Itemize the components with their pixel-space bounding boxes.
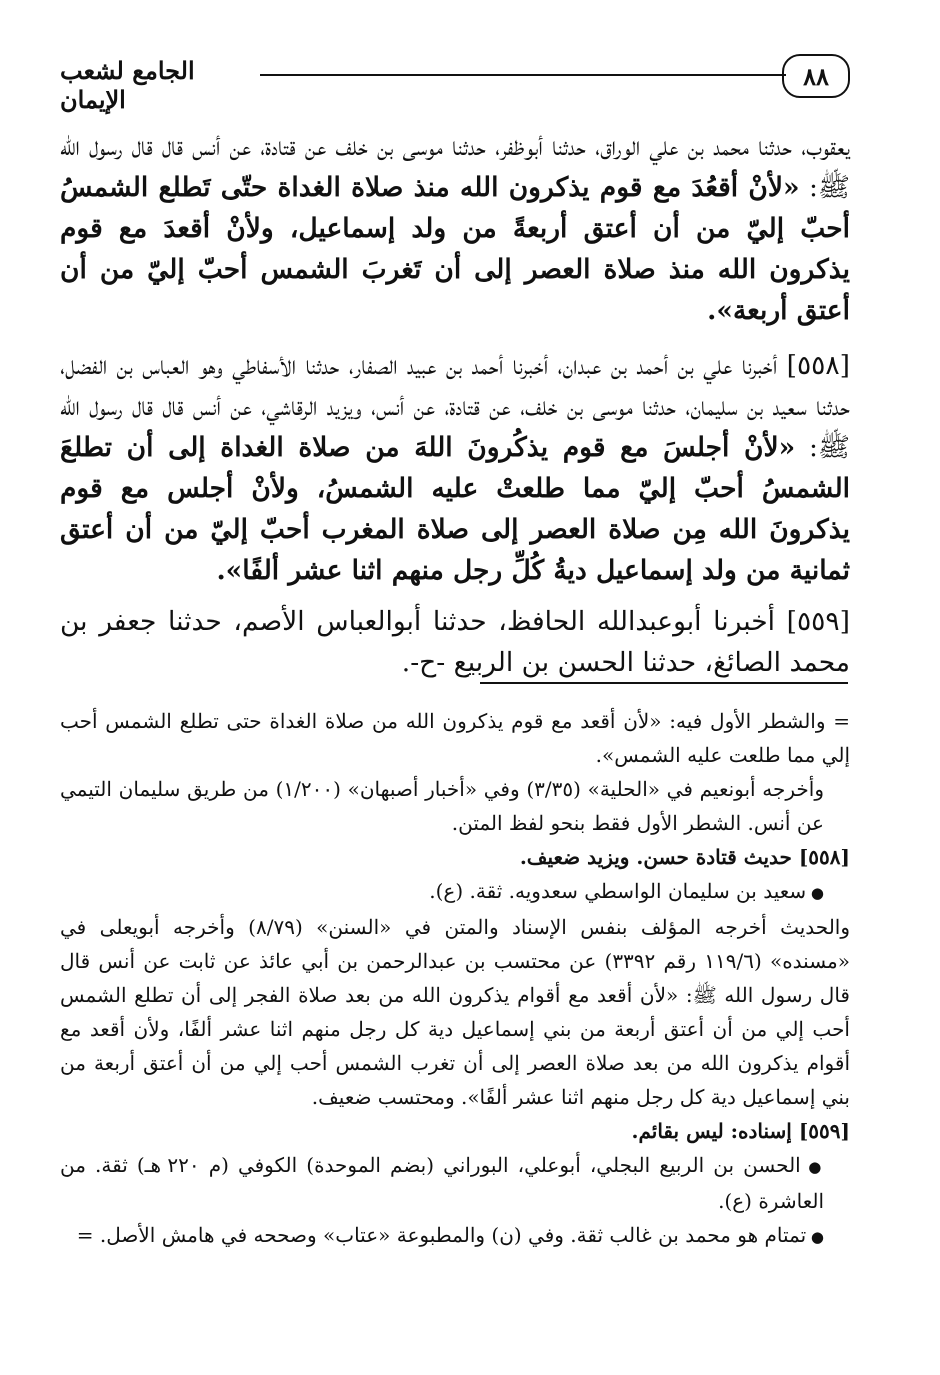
- paragraph-1-isnad: يعقوب، حدثنا محمد بن علي الوراق، حدثنا أبوظفر، حدثنا موسى بن خلف عن قتادة، عن أنس قال قال رسول الله ﷺ:: [60, 131, 851, 203]
- main-text: [60, 126, 850, 693]
- paragraph-1-hadith: «لأنْ أقعُدَ مع قوم يذكرون الله منذ صلاة الغداة حتّى تَطلع الشمسُ أحبّ إليّ من أن أعتق أربعةً من ولد إسماعيل، ولأنْ أقعدَ مع قوم يذكرون الله منذ صلاة العصر إلى أن تَغربَ الشمس أحبّ إليّ من أن أعتق أربعة».: [60, 172, 850, 326]
- footnote-takhrij: والحديث أخرجه المؤلف بنفس الإسناد والمتن في «السنن» (٨/٧٩) وأخرجه أبويعلى في «مسنده» (١١٩/٦ رقم ٣٣٩٢) عن محتسب بن عبدالرحمن بن أبي عائذ عن ثابت عن أنس قال قال رسول الله ﷺ: «لأن أقعد مع أقوام يذكرون الله من بعد صلاة الفجر إلى أن تطلع الشمس أحب إلي من أن أعتق أربعة من بني إسماعيل دية كل رجل منهم اثنا عشر ألفًا، ولأن أقعد مع أقوام يذكرون الله من بعد صلاة العصر إلى أن تغرب الشمس أحب إلي من أن أعتق أربعة من بني إسماعيل دية كل رجل منهم اثنا عشر ألفًا». ومحتسب ضعيف.: [60, 915, 850, 1109]
- paragraph-559: [٥٥٩] أخبرنا أبوعبدالله الحافظ، حدثنا أبوالعباس الأصم، حدثنا جعفر بن محمد الصائغ، حدثنا الحسن بن الربيع -ح-.: [60, 606, 850, 678]
- page-number: ٨٨: [803, 61, 829, 91]
- paragraph-1: [60, 126, 850, 331]
- paragraph-558-hadith: «لأنْ أجلسَ مع قوم يذكُرونَ اللهَ من صلاة الغداة إلى أن تطلعَ الشمسُ أحبّ إليّ مما طلعتْ عليه الشمسُ، ولأنْ أجلس مع قوم يذكرونَ الله مِن صلاة العصر إلى صلاة المغرب أحبّ إليّ من أن أعتق ثمانية من ولد إسماعيل ديةُ كُلِّ رجل منهم اثنا عشر ألفًا».: [60, 432, 850, 586]
- header-rule: [260, 74, 786, 76]
- footnote-559-heading: [٥٥٩] إسناده: ليس بقائم.: [631, 1119, 850, 1143]
- footnote-separator: [480, 682, 848, 684]
- page-number-badge: [782, 54, 850, 98]
- footnote-continuation: = والشطر الأول فيه: «لأن أقعد مع قوم يذكرون الله من صلاة الغداة حتى تطلع الشمس أحب إلي مما طلعت عليه الشمس».: [60, 709, 850, 767]
- footnote-abu-nuaym: وأخرجه أبونعيم في «الحلية» (٣/٣٥) وفي «أخبار أصبهان» (١/٢٠٠) من طريق سليمان التيمي عن أنس. الشطر الأول فقط بنحو لفظ المتن.: [60, 777, 824, 835]
- paragraph-558-isnad: [٥٥٨] أخبرنا علي بن أحمد بن عبدان، أخبرنا أحمد بن عبيد الصفار، حدثنا الأسفاطي وهو العباس بن الفضل، حدثنا سعيد بن سليمان، حدثنا موسى بن خلف، عن قتادة، عن أنس، ويزيد الرقاشي، عن أنس قال قال رسول الله ﷺ:: [60, 350, 850, 463]
- footnotes: [60, 704, 850, 1254]
- footnote-bullet-tamtam: ● تمتام هو محمد بن غالب ثقة. وفي (ن) والمطبوعة «عتاب» وصححه في هامش الأصل. =: [60, 1218, 850, 1254]
- footnote-bullet-hasan: ● الحسن بن الربيع البجلي، أبوعلي، البوراني (بضم الموحدة) الكوفي (م ٢٢٠ هـ) ثقة. من العاشرة (ع).: [60, 1148, 850, 1218]
- page-header: [60, 50, 850, 114]
- book-title: الجامع لشعب الإيمان: [60, 56, 195, 114]
- paragraph-558: [60, 345, 850, 591]
- footnote-bullet-said: ● سعيد بن سليمان الواسطي سعدويه. ثقة. (ع).: [60, 874, 850, 910]
- footnote-558-heading: [٥٥٨] حديث قتادة حسن. ويزيد ضعيف.: [519, 845, 850, 869]
